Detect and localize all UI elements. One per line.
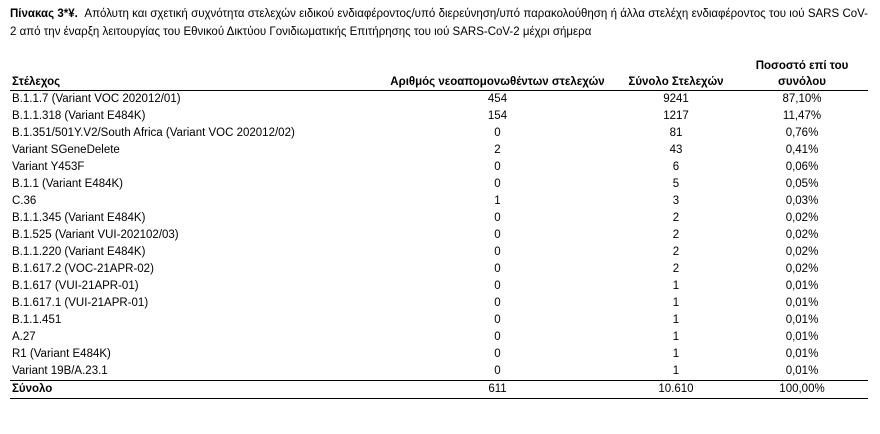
cell-total: 1 <box>672 314 680 326</box>
header-strain: Στέλεχος <box>10 58 379 91</box>
header-sequenced: Αριθμός νεοαπομονωθέντων στελεχών <box>379 58 616 91</box>
table-row <box>10 142 868 159</box>
cell-strain: B.1.617.1 (VUI-21APR-01) <box>12 297 149 309</box>
cell-total: 2 <box>672 246 680 258</box>
table-row <box>10 346 868 363</box>
cell-total: 1 <box>672 331 680 343</box>
cell-strain: B.1.1.220 (Variant E484K) <box>12 246 146 258</box>
total-label: Σύνολο <box>10 381 379 399</box>
cell-sequenced: 1 <box>494 195 501 207</box>
table-row <box>10 278 868 295</box>
cell-sequenced: 0 <box>494 212 501 224</box>
cell-percent: 0,01% <box>785 365 819 377</box>
cell-sequenced: 154 <box>487 110 508 122</box>
cell-total: 9241 <box>663 93 689 105</box>
cell-sequenced: 0 <box>494 263 501 275</box>
header-percent: Ποσοστό επί του συνόλου <box>736 58 868 91</box>
cell-percent: 0,02% <box>785 246 819 258</box>
caption-text: Απόλυτη και σχετική συχνότητα στελεχών ειδικού ενδιαφέροντος/υπό διερεύνηση/υπό παρακολούθηση ή άλλα στελέχη ενδιαφέροντος του ιού SARS CoV-2 από την έναρξη λειτουργίας του Εθνικού Δικτύου Γονιδιωματικής Επιτήρησης του ιού SARS-CoV-2 μέχρι σήμερα <box>10 8 869 38</box>
cell-total: 1 <box>672 365 680 377</box>
cell-total: 3 <box>672 195 680 207</box>
table-row <box>10 108 868 125</box>
cell-total: 1 <box>672 280 680 292</box>
cell-percent: 0,01% <box>785 280 819 292</box>
cell-percent: 0,02% <box>785 229 819 241</box>
table-row <box>10 193 868 210</box>
cell-sequenced: 0 <box>494 365 501 377</box>
header-total: Σύνολο Στελεχών <box>616 58 736 91</box>
cell-sequenced: 0 <box>494 246 501 258</box>
caption-label: Πίνακας 3*¥. <box>10 8 78 20</box>
cell-sequenced: 0 <box>494 229 501 241</box>
cell-sequenced: 0 <box>494 348 501 360</box>
cell-strain: A.27 <box>12 331 36 343</box>
cell-percent: 0,01% <box>785 297 819 309</box>
cell-percent: 0,05% <box>785 178 819 190</box>
cell-percent: 0,06% <box>785 161 819 173</box>
cell-percent: 0,02% <box>785 263 819 275</box>
table-caption <box>10 5 868 41</box>
total-sequenced: 611 <box>379 381 616 399</box>
header-row <box>10 58 868 91</box>
cell-strain: Variant 19B/A.23.1 <box>12 365 108 377</box>
cell-sequenced: 454 <box>487 93 508 105</box>
cell-sequenced: 0 <box>494 178 501 190</box>
table-row <box>10 329 868 346</box>
cell-percent: 11,47% <box>782 110 822 122</box>
cell-percent: 87,10% <box>782 93 822 105</box>
table-row <box>10 295 868 312</box>
cell-sequenced: 0 <box>494 314 501 326</box>
cell-total: 5 <box>672 178 680 190</box>
cell-total: 2 <box>672 263 680 275</box>
cell-sequenced: 0 <box>494 161 501 173</box>
cell-total: 2 <box>672 229 680 241</box>
cell-strain: B.1.617 (VUI-21APR-01) <box>12 280 139 292</box>
total-total: 10.610 <box>616 381 736 399</box>
cell-strain: B.1.351/501Y.V2/South Africa (Variant VOC 202012/02) <box>12 127 295 139</box>
cell-strain: B.1.617.2 (VOC-21APR-02) <box>12 263 154 275</box>
cell-sequenced: 2 <box>494 144 501 156</box>
table-row <box>10 210 868 227</box>
cell-strain: B.1.1.451 <box>12 314 62 326</box>
table-row <box>10 244 868 261</box>
total-percent: 100,00% <box>736 381 868 399</box>
cell-percent: 0,03% <box>785 195 819 207</box>
cell-strain: B.1.1.7 (Variant VOC 202012/01) <box>12 93 181 105</box>
cell-percent: 0,76% <box>785 127 819 139</box>
cell-total: 1 <box>672 297 680 309</box>
table-row <box>10 125 868 142</box>
table-header <box>10 58 868 91</box>
total-row <box>10 381 868 399</box>
cell-total: 2 <box>672 212 680 224</box>
cell-sequenced: 0 <box>494 331 501 343</box>
table-body <box>10 91 868 399</box>
cell-total: 1217 <box>663 110 689 122</box>
cell-strain: B.1.1.318 (Variant E484K) <box>12 110 146 122</box>
cell-sequenced: 0 <box>494 297 501 309</box>
cell-percent: 0,01% <box>785 348 819 360</box>
cell-sequenced: 0 <box>494 127 501 139</box>
cell-total: 6 <box>672 161 680 173</box>
cell-percent: 0,02% <box>785 212 819 224</box>
variants-table <box>10 58 868 399</box>
cell-percent: 0,01% <box>785 331 819 343</box>
table-row <box>10 159 868 176</box>
table-row <box>10 227 868 244</box>
table-row <box>10 363 868 381</box>
cell-strain: B.1.525 (Variant VUI-202102/03) <box>12 229 179 241</box>
cell-strain: C.36 <box>12 195 37 207</box>
cell-strain: Variant Y453F <box>12 161 85 173</box>
cell-total: 81 <box>669 127 683 139</box>
cell-total: 1 <box>672 348 680 360</box>
cell-percent: 0,01% <box>785 314 819 326</box>
cell-strain: R1 (Variant E484K) <box>12 348 111 360</box>
cell-strain: B.1.1.345 (Variant E484K) <box>12 212 146 224</box>
cell-percent: 0,41% <box>785 144 819 156</box>
table-row <box>10 176 868 193</box>
cell-strain: Variant SGeneDelete <box>12 144 120 156</box>
table-row <box>10 312 868 329</box>
cell-sequenced: 0 <box>494 280 501 292</box>
cell-strain: B.1.1 (Variant E484K) <box>12 178 124 190</box>
table-row <box>10 261 868 278</box>
cell-total: 43 <box>669 144 683 156</box>
table-row <box>10 91 868 109</box>
